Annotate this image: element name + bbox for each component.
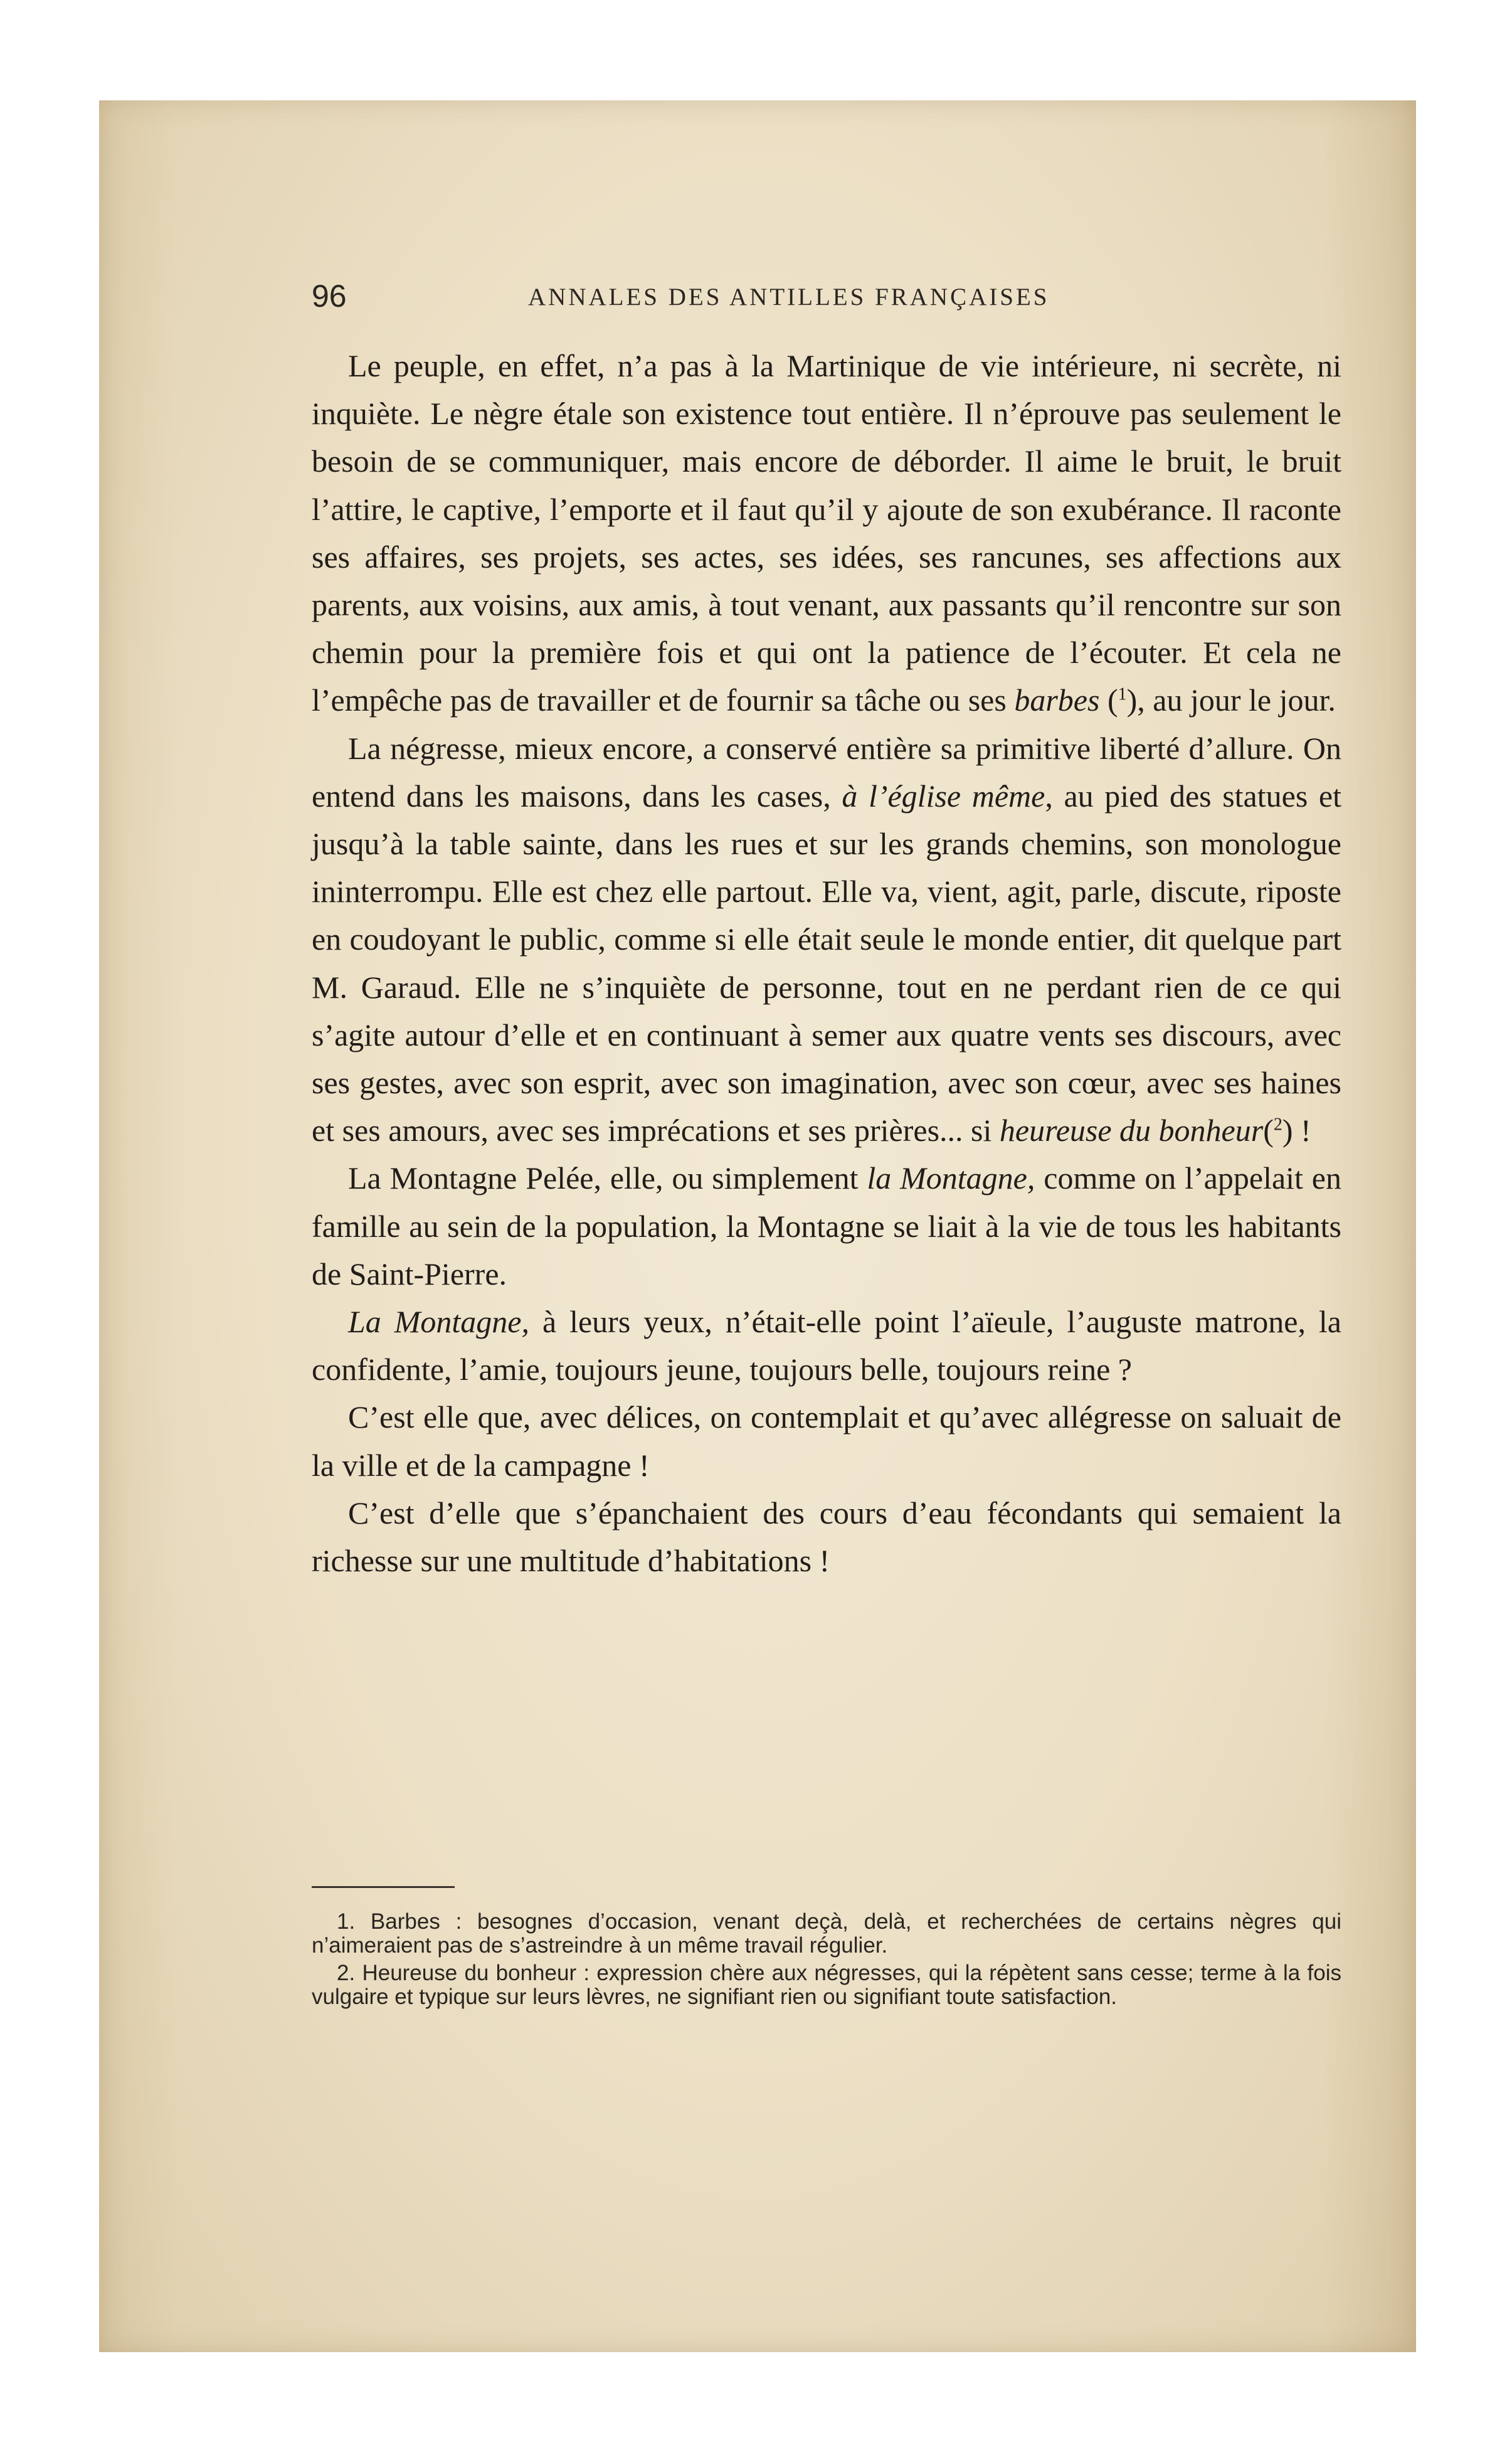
footnote-ref-2: 2 (1273, 1115, 1282, 1135)
footnote-rule (312, 1886, 455, 1888)
paragraph-text: ( (1099, 682, 1118, 718)
footnote-1: 1. Barbes : besognes d’occasion, venant deçà, delà, et recherchées de certains nègres qui n’aimeraient pas de s’astreindre à un même travail régulier. (312, 1909, 1341, 1958)
paragraph-text: à leurs yeux, n’était-elle point l’aïeule, l’auguste matrone, la confidente, l’amie, toujours jeune, toujours belle, toujours reine ? (312, 1304, 1341, 1387)
paragraph-1 (312, 342, 1341, 724)
paragraph-text: comme on l’appelait en famille au sein de la population, la Montagne se liait à la vie de tous les habitants de Saint-Pierre. (312, 1160, 1341, 1291)
footnote-2: 2. Heureuse du bonheur : expression chère aux négresses, qui la répètent sans cesse; terme à la fois vulgaire et typique sur leurs lèvres, ne signifiant rien ou signifiant toute satisfaction. (312, 1961, 1341, 2009)
italic-term: heureuse du bonheur (999, 1113, 1264, 1148)
page-header (312, 278, 1341, 316)
paragraph-2 (312, 724, 1341, 1155)
italic-term: la Montagne, (867, 1160, 1035, 1196)
paragraph-text: ) ! (1282, 1113, 1311, 1148)
italic-term: La Montagne, (348, 1304, 529, 1340)
paragraph-text: La négresse, mieux encore, a conservé entière sa primitive liberté d’allure. On entend dans les maisons, dans les cases, (312, 730, 1341, 814)
paragraph-text: , au pied des statues et jusqu’à la table sainte, dans les rues et sur les grands chemins, son monologue ininterrompu. Elle est chez elle partout. Elle va, vient, agit, parle, discute, riposte en coudoyant le public, comme si elle était seule le monde entier, dit quelque part M. Garaud. Elle ne s’inquiète de personne, tout en ne perdant rien de ce qui s’agite autour d’elle et en continuant à semer aux quatre vents ses discours, avec ses gestes, avec son esprit, avec son imagination, avec son cœur, avec ses haines et ses amours, avec ses imprécations et ses prières... si (312, 778, 1341, 1148)
running-title: ANNALES DES ANTILLES FRANÇAISES (528, 284, 1050, 310)
page-number: 96 (312, 278, 347, 314)
paragraph-4 (312, 1298, 1341, 1393)
italic-term: à l’église même (842, 778, 1045, 814)
footnote-ref-1: 1 (1118, 684, 1127, 704)
paragraph-5: C’est elle que, avec délices, on contemplait et qu’avec allégresse on saluait de la ville et de la campagne ! (312, 1399, 1341, 1483)
paragraph-text: Le peuple, en effet, n’a pas à la Martinique de vie intérieure, ni secrète, ni inquiète. Le nègre étale son existence tout entière. Il n’éprouve pas seulement le besoin de se communiquer, mais encore de déborder. Il aime le bruit, le bruit l’attire, le captive, l’emporte et il faut qu’il y ajoute de son exubérance. Il raconte ses affaires, ses projets, ses actes, ses idées, ses rancunes, ses affections aux parents, aux voisins, aux amis, à tout venant, aux passants qu’il rencontre sur son chemin pour la première fois et qui ont la patience de l’écouter. Et cela ne l’empêche pas de travailler et de fournir sa tâche ou ses (312, 348, 1341, 718)
paragraph-text: ), au jour le jour. (1126, 682, 1336, 718)
main-text (312, 342, 1341, 1584)
paragraph-3 (312, 1154, 1341, 1298)
paragraph-6: C’est d’elle que s’épanchaient des cours d’eau fécondants qui semaient la richesse sur une multitude d’habitations ! (312, 1495, 1341, 1579)
italic-term: barbes (1014, 682, 1100, 718)
paragraph-text: ( (1263, 1113, 1274, 1148)
footnotes (312, 1910, 1341, 2013)
paragraph-text: La Montagne Pelée, elle, ou simplement (348, 1160, 867, 1196)
